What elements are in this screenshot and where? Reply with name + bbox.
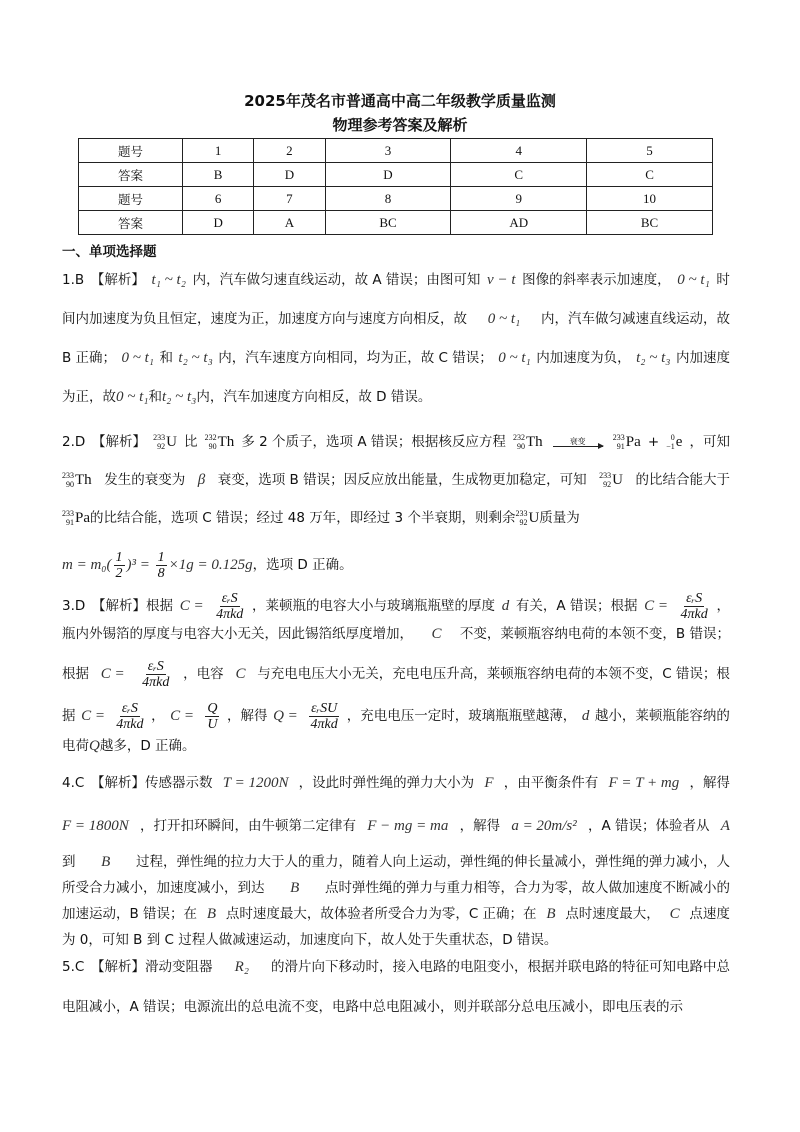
- nuclide-numbers: [613, 433, 625, 451]
- fraction-denominator: 4πkd: [310, 716, 338, 732]
- math-expression: B: [206, 906, 217, 922]
- solution-line: [62, 956, 730, 978]
- fraction-numerator: Q: [207, 700, 218, 716]
- solution-line: [62, 996, 730, 1018]
- table-cell: 8: [325, 187, 451, 211]
- text-segment: ，: [716, 598, 730, 614]
- solution-line: [62, 877, 730, 899]
- element-symbol: U: [166, 434, 177, 450]
- math-expression: C: [431, 626, 442, 642]
- math-expression: B: [290, 880, 300, 896]
- document-title: 2025年茂名市普通高中高二年级教学质量监测: [244, 92, 556, 110]
- text-segment: 多 2 个质子，选项 A 错误；根据核反应方程: [241, 434, 506, 450]
- math-expression: F − mg = ma: [367, 818, 449, 834]
- table-cell: D: [325, 163, 451, 187]
- text-segment: ，打开扣环瞬间，由牛顿第二定律有: [140, 818, 357, 834]
- math-expression: C =: [179, 598, 208, 614]
- math-expression: F = 1800N: [62, 818, 129, 834]
- arrow-label: 衰变: [569, 437, 586, 446]
- math-expression: C =: [170, 708, 198, 724]
- text-segment: 的比结合能大于: [635, 472, 730, 488]
- math-expression: ×1g = 0.125g: [168, 557, 253, 573]
- table-cell: B: [183, 163, 254, 187]
- table-cell: D: [254, 163, 325, 187]
- text-segment: 到: [62, 854, 76, 870]
- table-cell: 3: [325, 139, 451, 163]
- text-segment: 4.C 【解析】传感器示数: [62, 775, 213, 791]
- text-segment: ，: [151, 708, 165, 724]
- math-expression: C =: [644, 598, 672, 614]
- text-segment: ，莱顿瓶的电容大小与玻璃瓶瓶壁的厚度: [252, 598, 496, 614]
- text-segment: 间内加速度为负且恒定，速度为正，加速度方向与速度方向相反，故: [62, 311, 467, 327]
- text-segment: 根据: [62, 666, 89, 682]
- math-expression: F: [484, 775, 494, 791]
- fraction-denominator: 8: [157, 565, 165, 581]
- table-row: [79, 139, 713, 163]
- solution-line: [62, 658, 730, 690]
- solution-line: [62, 386, 730, 408]
- text-segment: 不变，莱顿瓶容纳电荷的本领不变，B 错误；: [459, 626, 730, 642]
- nuclide-numbers: [513, 433, 525, 451]
- math-expression: C: [235, 666, 246, 682]
- element-symbol: e: [675, 434, 683, 450]
- document-subtitle: 物理参考答案及解析: [332, 116, 468, 134]
- math-expression: C =: [100, 666, 129, 682]
- text-segment: ，充电电压一定时，玻璃瓶瓶壁越薄，: [346, 708, 577, 724]
- row-label: 题号: [79, 139, 183, 163]
- text-segment: 有关，A 错误；根据: [515, 598, 638, 614]
- text-segment: ，由平衡条件有: [503, 775, 599, 791]
- table-cell: 5: [587, 139, 713, 163]
- solution-line: [62, 903, 730, 925]
- solution-line: [62, 308, 730, 330]
- math-expression: t₁ ~ t₂: [151, 272, 186, 288]
- text-segment: 点时弹性绳的弹力与重力相等，合力为零，故人做加速度不断减小的: [324, 880, 730, 896]
- fraction: [142, 659, 169, 690]
- text-segment: 和: [159, 350, 173, 366]
- text-segment: 与充电电压大小无关，充电电压升高，莱顿瓶容纳电荷的本领不变，C 错误；根: [257, 666, 730, 682]
- text-segment: 过程，弹性绳的拉力大于人的重力，随着人向上运动，弹性绳的伸长量减小，弹性绳的弹力减小，人: [135, 854, 730, 870]
- element-symbol: U: [612, 472, 623, 488]
- text-segment: ，电容: [183, 666, 224, 682]
- fraction-denominator: 4πkd: [116, 716, 144, 732]
- atomic-number: 92: [603, 480, 612, 489]
- nuclide-symbol: [205, 431, 235, 453]
- text-segment: 2.D 【解析】: [62, 434, 147, 450]
- fraction: [116, 701, 143, 732]
- mass-number: 233: [62, 509, 74, 518]
- math-expression: Q: [89, 738, 100, 754]
- text-segment: 越小，莱顿瓶能容纳的: [594, 708, 730, 724]
- fraction-denominator: 4πkd: [680, 606, 708, 622]
- math-expression: F = T + mg: [608, 775, 680, 791]
- math-expression: C =: [81, 708, 109, 724]
- nuclide-symbol: [599, 469, 623, 491]
- math-expression: 0 ~ t₁: [487, 311, 521, 327]
- text-segment: 内，汽车加速度方向相反，故 D 错误。: [196, 389, 432, 405]
- element-symbol: Th: [217, 434, 235, 450]
- solution-line: [62, 700, 730, 732]
- text-segment: ，解得: [459, 818, 501, 834]
- solution-line: [62, 431, 730, 453]
- nuclide-numbers: [666, 433, 675, 451]
- row-label: 题号: [79, 187, 183, 211]
- solution-line: [62, 590, 730, 622]
- text-segment: 为正，故: [62, 389, 116, 405]
- nuclide-numbers: [515, 509, 527, 527]
- reaction-arrow: [553, 437, 603, 447]
- nuclide-numbers: [153, 433, 165, 451]
- fraction-numerator: εᵣS: [221, 590, 238, 606]
- math-expression: v − t: [487, 272, 516, 288]
- text-segment: 内，汽车做匀减速直线运动，故: [541, 311, 730, 327]
- row-label: 答案: [79, 163, 183, 187]
- text-segment: 时: [716, 272, 730, 288]
- nuclide-numbers: [62, 471, 74, 489]
- mass-number: 233: [515, 509, 528, 518]
- nuclide-symbol: [666, 431, 682, 453]
- fraction-denominator: U: [207, 716, 218, 732]
- table-cell: 10: [587, 187, 713, 211]
- text-segment: 1.B 【解析】: [62, 272, 145, 288]
- element-symbol: Pa: [625, 434, 641, 450]
- atomic-number: 92: [519, 518, 528, 527]
- table-cell: BC: [325, 211, 451, 235]
- text-segment: 衰变，选项 B 错误；因反应放出能量，生成物更加稳定，可知: [217, 472, 587, 488]
- text-segment: 质量为: [539, 510, 580, 526]
- solution-line: [62, 469, 730, 491]
- text-segment: ，设此时弹性绳的弹力大小为: [298, 775, 475, 791]
- text-segment: 为 0，可知 B 到 C 过程人做减速运动，加速度向下，故人处于失重状态，D 错误。: [62, 932, 558, 948]
- fraction-numerator: εᵣS: [686, 590, 703, 606]
- element-symbol: Pa: [75, 510, 90, 526]
- mass-number: 232: [204, 433, 217, 442]
- math-expression: 0 ~ t₁: [121, 350, 155, 366]
- solution-line: [62, 507, 730, 529]
- answer-table: [78, 138, 713, 235]
- fraction-numerator: εᵣS: [121, 700, 138, 716]
- nuclide-symbol: [62, 469, 92, 491]
- text-segment: 加速运动，B 错误；在: [62, 906, 198, 922]
- math-expression: m = m₀(: [62, 557, 112, 573]
- mass-number: 232: [512, 433, 525, 442]
- text-segment: ，解得: [689, 775, 730, 791]
- table-row: [79, 163, 713, 187]
- atomic-number: 92: [157, 442, 166, 451]
- fraction-numerator: εᵣSU: [311, 700, 338, 716]
- mass-number: 233: [612, 433, 625, 442]
- table-cell: 1: [183, 139, 254, 163]
- section-heading: 一、单项选择题: [62, 244, 157, 260]
- math-expression: d: [501, 598, 510, 614]
- fraction: [216, 591, 243, 622]
- mass-number: 233: [62, 471, 74, 480]
- text-segment: 的滑片向下移动时，接入电路的电阻变小，根据并联电路的特征可知电路中总: [270, 959, 730, 975]
- math-expression: T = 1200N: [222, 775, 289, 791]
- nuclide-symbol: [62, 507, 90, 529]
- text-segment: 内，汽车做匀速直线运动，故 A 错误；由图可知: [192, 272, 481, 288]
- text-segment: ，选项 D 正确。: [252, 557, 353, 573]
- math-expression: R₂: [234, 959, 249, 975]
- fraction: [156, 550, 167, 581]
- text-segment: 比: [184, 434, 198, 450]
- text-segment: 3.D 【解析】根据: [62, 598, 174, 614]
- text-segment: ，A 错误；体验者从: [588, 818, 710, 834]
- atomic-number: 90: [66, 480, 74, 489]
- text-segment: 点速度: [689, 906, 730, 922]
- table-cell: 2: [254, 139, 325, 163]
- solution-line: [62, 815, 730, 837]
- nuclide-symbol: [153, 431, 177, 453]
- nuclide-numbers: [599, 471, 611, 489]
- table-row: [79, 211, 713, 235]
- atomic-number: −1: [666, 442, 675, 451]
- fraction-numerator: 1: [157, 549, 165, 565]
- atomic-number: 90: [208, 442, 217, 451]
- text-segment: 据: [62, 708, 76, 724]
- math-expression: B: [101, 854, 111, 870]
- text-segment: 越多，D 正确。: [99, 738, 196, 754]
- table-cell: 9: [451, 187, 587, 211]
- table-cell: C: [587, 163, 713, 187]
- mass-number: 0: [670, 433, 675, 442]
- math-expression: t₂ ~ t₃: [178, 350, 213, 366]
- mass-number: 233: [599, 471, 612, 480]
- text-segment: 和: [148, 389, 162, 405]
- fraction-denominator: 4πkd: [142, 674, 170, 690]
- math-expression: A: [720, 818, 730, 834]
- table-cell: D: [183, 211, 254, 235]
- atomic-number: 91: [66, 518, 74, 527]
- solution-line: [62, 623, 730, 645]
- table-cell: 6: [183, 187, 254, 211]
- nuclide-numbers: [205, 433, 217, 451]
- atomic-number: 91: [616, 442, 625, 451]
- math-expression: B: [546, 906, 556, 922]
- text-segment: 内，汽车速度方向相同，均为正，故 C 错误；: [218, 350, 493, 366]
- text-segment: 图像的斜率表示加速度，: [522, 272, 671, 288]
- atomic-number: 90: [516, 442, 525, 451]
- fraction-numerator: 1: [115, 549, 123, 565]
- solution-line: [62, 269, 730, 291]
- fraction-numerator: εᵣS: [147, 658, 164, 674]
- math-expression: 0 ~ t₁: [677, 272, 710, 288]
- fraction: [114, 550, 125, 581]
- text-segment: +: [647, 434, 660, 450]
- math-expression: )³ =: [126, 557, 154, 573]
- nuclide-numbers: [62, 509, 74, 527]
- text-segment: 电荷: [62, 738, 89, 754]
- table-cell: A: [254, 211, 325, 235]
- solution-line: [62, 735, 730, 757]
- text-segment: ，可知: [689, 434, 730, 450]
- text-segment: 5.C 【解析】滑动变阻器: [62, 959, 213, 975]
- nuclide-symbol: [613, 431, 641, 453]
- text-segment: 内加速度为负，: [536, 350, 631, 366]
- row-label: 答案: [79, 211, 183, 235]
- solution-line: [62, 851, 730, 873]
- solution-line: [62, 549, 730, 581]
- table-cell: 7: [254, 187, 325, 211]
- arrow-icon: [553, 446, 603, 447]
- fraction: [681, 591, 708, 622]
- solution-line: [62, 929, 730, 951]
- table-cell: BC: [587, 211, 713, 235]
- math-expression: C: [669, 906, 680, 922]
- math-expression: Q =: [273, 708, 302, 724]
- math-expression: d: [581, 708, 590, 724]
- math-expression: t₂ ~ t₃: [636, 350, 671, 366]
- table-cell: 4: [451, 139, 587, 163]
- math-expression: 0 ~ t₁: [498, 350, 531, 366]
- mass-number: 233: [153, 433, 166, 442]
- math-expression: a = 20m/s²: [511, 818, 577, 834]
- text-segment: 内加速度: [675, 350, 730, 366]
- math-expression: β: [197, 472, 206, 488]
- fraction-denominator: 2: [115, 565, 123, 581]
- element-symbol: Th: [75, 472, 92, 488]
- text-segment: ，解得: [227, 708, 268, 724]
- text-segment: 所受合力减小，加速度减小，到达: [62, 880, 265, 896]
- text-segment: 点时速度最大，故体验者所受合力为零，C 正确；在: [225, 906, 537, 922]
- text-segment: 的比结合能，选项 C 错误；经过 48 万年，即经过 3 个半衰期，则剩余: [90, 510, 516, 526]
- table-cell: C: [451, 163, 587, 187]
- nuclide-symbol: [515, 507, 539, 529]
- text-segment: 瓶内外锡箔的厚度与电容大小无关，因此锡箔纸厚度增加，: [62, 626, 413, 642]
- table-row: [79, 187, 713, 211]
- text-segment: 电阻减小，A 错误；电源流出的总电流不变，电路中总电阻减小，则并联部分总电压减小，即电压表的示: [62, 999, 684, 1015]
- solution-line: [62, 347, 730, 369]
- fraction: [309, 701, 339, 732]
- fraction-denominator: 4πkd: [216, 606, 244, 622]
- math-expression: t₂ ~ t₃: [162, 389, 197, 405]
- text-segment: B 正确；: [62, 350, 117, 366]
- fraction: [205, 701, 219, 732]
- solution-line: [62, 772, 730, 794]
- element-symbol: Th: [525, 434, 543, 450]
- table-cell: AD: [451, 211, 587, 235]
- element-symbol: U: [528, 510, 540, 526]
- text-segment: 点时速度最大，: [565, 906, 660, 922]
- math-expression: 0 ~ t₁: [116, 389, 149, 405]
- text-segment: 发生的衰变为: [104, 472, 186, 488]
- nuclide-symbol: [513, 431, 543, 453]
